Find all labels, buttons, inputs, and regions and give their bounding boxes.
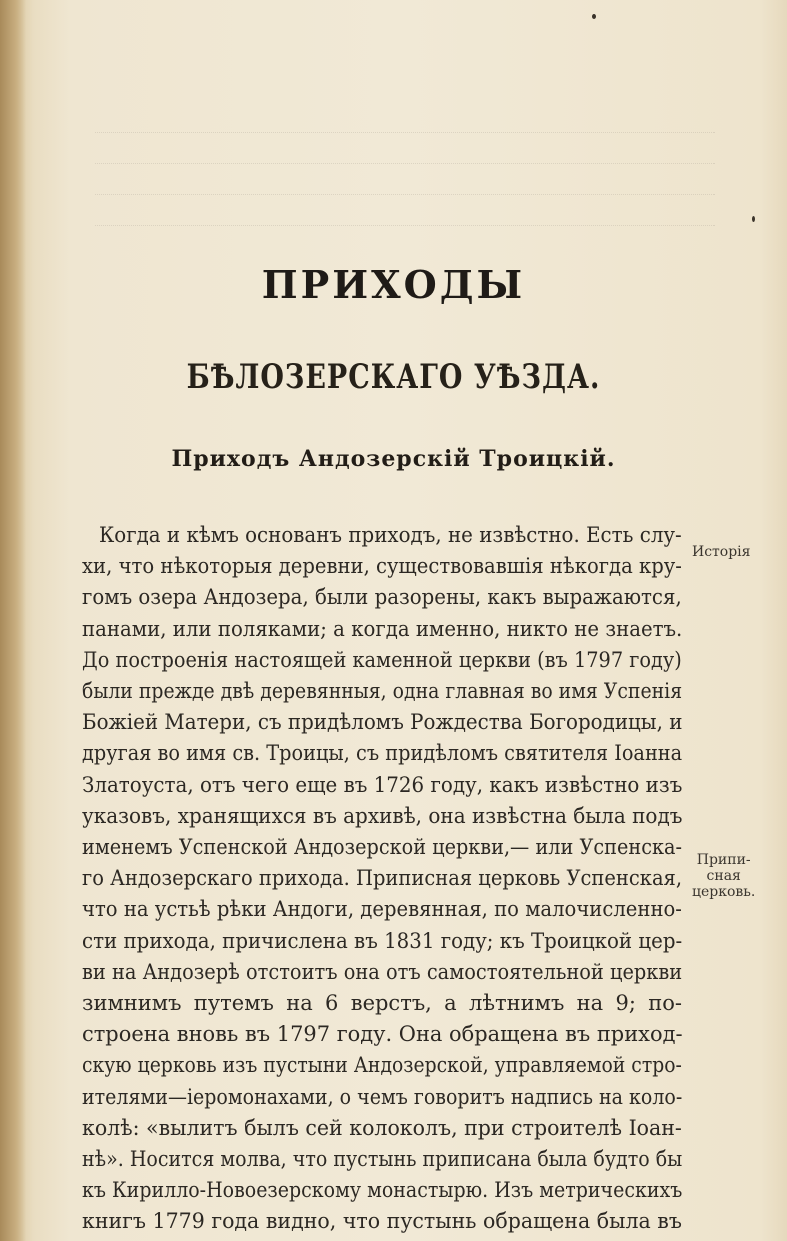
text-line: колѣ: «вылитъ былъ сей колоколъ, при строителѣ Іоан- (82, 1115, 682, 1140)
margin-note-line: Припи- (696, 852, 751, 868)
page-subtitle: БѢЛОЗЕРСКАГО УѢЗДА. (186, 358, 601, 397)
text-line: скую церковь изъ пустыни Андозерской, управляемой стро- (82, 1053, 682, 1078)
text-line: другая во имя св. Троицы, съ придѣломъ святителя Іоанна (82, 741, 683, 766)
text-line: именемъ Успенской Андозерской церкви,— или Успенска- (82, 835, 682, 860)
ink-speck (592, 14, 596, 19)
text-line: книгъ 1779 года видно, что пустынь обращена была въ (82, 1209, 682, 1234)
margin-note-attached-church (692, 852, 755, 900)
text-line: До построенія настоящей каменной церкви (въ 1797 году) (82, 647, 682, 672)
text-line: ителями—іеромонахами, о чемъ говоритъ надпись на коло- (82, 1084, 683, 1109)
text-line: Когда и кѣмъ основанъ приходъ, не извѣстно. Есть слу- (98, 523, 682, 547)
ink-speck (752, 216, 755, 222)
binding-gutter (0, 0, 26, 1241)
text-line: хи, что нѣкоторыя деревни, существовавшія нѣкогда кру- (82, 554, 682, 579)
text-line: указовъ, хранящихся въ архивѣ, она извѣстна была подъ (82, 803, 683, 828)
text-line: зимнимъ путемъ на 6 верстъ, а лѣтнимъ на 9; по- (82, 991, 682, 1016)
page-title: ПРИХОДЫ (261, 262, 526, 307)
text-line: Златоуста, отъ чего еще въ 1726 году, какъ извѣстно изъ (82, 772, 683, 797)
text-line: къ Кирилло-Новоезерскому монастырю. Изъ метрическихъ (82, 1178, 683, 1203)
text-line: что на устьѣ рѣки Андоги, деревянная, по малочисленно- (82, 897, 682, 922)
text-line: нѣ». Носится молва, что пустынь приписана была будто бы (82, 1147, 683, 1172)
text-line: строена вновь въ 1797 году. Она обращена въ приход- (82, 1022, 683, 1047)
margin-note-line: церковь. (692, 884, 756, 900)
text-line: сти прихода, причислена въ 1831 году; къ Троицкой цер- (82, 928, 683, 953)
section-heading: Приходъ Андозерскій Троицкій. (171, 446, 616, 472)
text-line: Божіей Матери, съ придѣломъ Рождества Богородицы, и (82, 710, 683, 735)
text-line: были прежде двѣ деревянныя, одна главная во имя Успенія (82, 679, 683, 704)
text-line: панами, или поляками; а когда именно, никто не знаетъ. (82, 616, 683, 641)
text-line: ви на Андозерѣ отстоитъ она отъ самостоятельной церкви (82, 959, 683, 984)
show-through-texture (95, 110, 715, 270)
text-line: го Андозерскаго прихода. Приписная церковь Успенская, (82, 866, 683, 891)
text-line: гомъ озера Андозера, были разорены, какъ выражаются, (82, 585, 682, 610)
body-text (82, 520, 682, 1238)
margin-note-history: Исторія (692, 544, 751, 560)
margin-note-line: сная (706, 868, 741, 884)
